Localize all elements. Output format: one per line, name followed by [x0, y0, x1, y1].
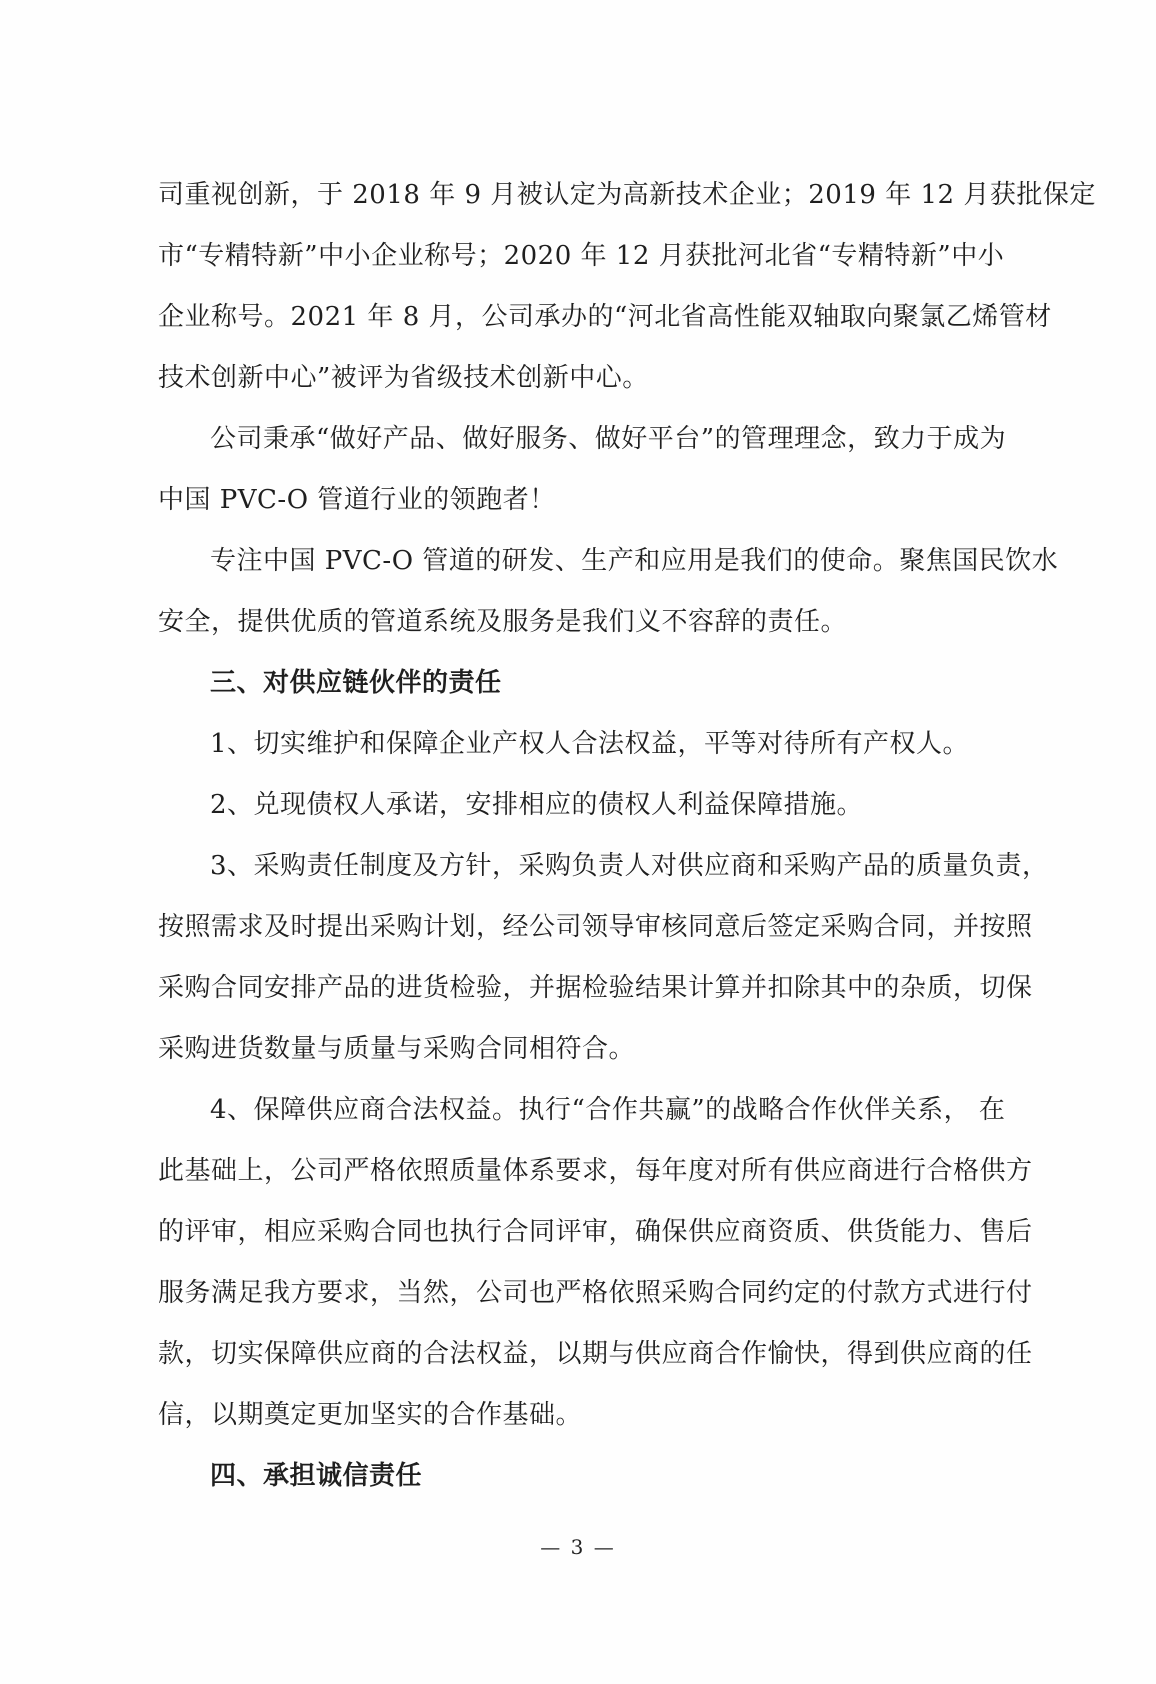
section-heading — [158, 653, 1000, 714]
paragraph-line: 款，切实保障供应商的合法权益，以期与供应商合作愉快，得到供应商的任 — [158, 1339, 1033, 1369]
paragraph-line: 按照需求及时提出采购计划，经公司领导审核同意后签定采购合同，并按照 — [158, 912, 1033, 942]
paragraph-line: 信，以期奠定更加坚实的合作基础。 — [158, 1400, 583, 1430]
paragraph — [158, 775, 1000, 836]
paragraph — [158, 531, 1059, 653]
page-number: — 3 — — [540, 1535, 616, 1559]
paragraph-line: 采购合同安排产品的进货检验，并据检验结果计算并扣除其中的杂质，切保 — [158, 973, 1033, 1003]
heading-text: 四、承担诚信责任 — [210, 1461, 423, 1491]
paragraph-line: 4、保障供应商合法权益。执行“合作共赢”的战略合作伙伴关系， 在 — [210, 1095, 1006, 1125]
paragraph — [158, 836, 1049, 1080]
paragraph — [158, 165, 1096, 409]
paragraph-line: 此基础上，公司严格依照质量体系要求，每年度对所有供应商进行合格供方 — [158, 1156, 1033, 1186]
paragraph-line: 公司秉承“做好产品、做好服务、做好平台”的管理理念，致力于成为 — [210, 424, 1007, 454]
paragraph-line: 市“专精特新”中小企业称号；2020 年 12 月获批河北省“专精特新”中小 — [158, 241, 1005, 271]
paragraph-line: 专注中国 PVC-O 管道的研发、生产和应用是我们的使命。聚焦国民饮水 — [210, 546, 1059, 576]
paragraph-line: 2、兑现债权人承诺，安排相应的债权人利益保障措施。 — [210, 790, 864, 820]
paragraph — [158, 409, 1007, 531]
paragraph-line: 中国 PVC-O 管道行业的领跑者！ — [158, 485, 556, 515]
paragraph-line: 3、采购责任制度及方针，采购负责人对供应商和采购产品的质量负责， — [210, 851, 1049, 881]
paragraph — [158, 1080, 1033, 1446]
paragraph — [158, 714, 1000, 775]
paragraph-line: 服务满足我方要求，当然，公司也严格依照采购合同约定的付款方式进行付 — [158, 1278, 1033, 1308]
paragraph-line: 司重视创新，于 2018 年 9 月被认定为高新技术企业；2019 年 12 月获批保定 — [158, 180, 1096, 210]
paragraph-line: 安全，提供优质的管道系统及服务是我们义不容辞的责任。 — [158, 607, 848, 637]
paragraph-line: 企业称号。2021 年 8 月，公司承办的“河北省高性能双轴取向聚氯乙烯管材 — [158, 302, 1052, 332]
paragraph-line: 技术创新中心”被评为省级技术创新中心。 — [158, 363, 649, 393]
paragraph-line: 的评审，相应采购合同也执行合同评审，确保供应商资质、供货能力、售后 — [158, 1217, 1033, 1247]
document-body — [158, 165, 1096, 1507]
section-heading — [158, 1446, 1000, 1507]
paragraph-line: 采购进货数量与质量与采购合同相符合。 — [158, 1034, 636, 1064]
paragraph-line: 1、切实维护和保障企业产权人合法权益，平等对待所有产权人。 — [210, 729, 970, 759]
heading-text: 三、对供应链伙伴的责任 — [210, 668, 502, 698]
